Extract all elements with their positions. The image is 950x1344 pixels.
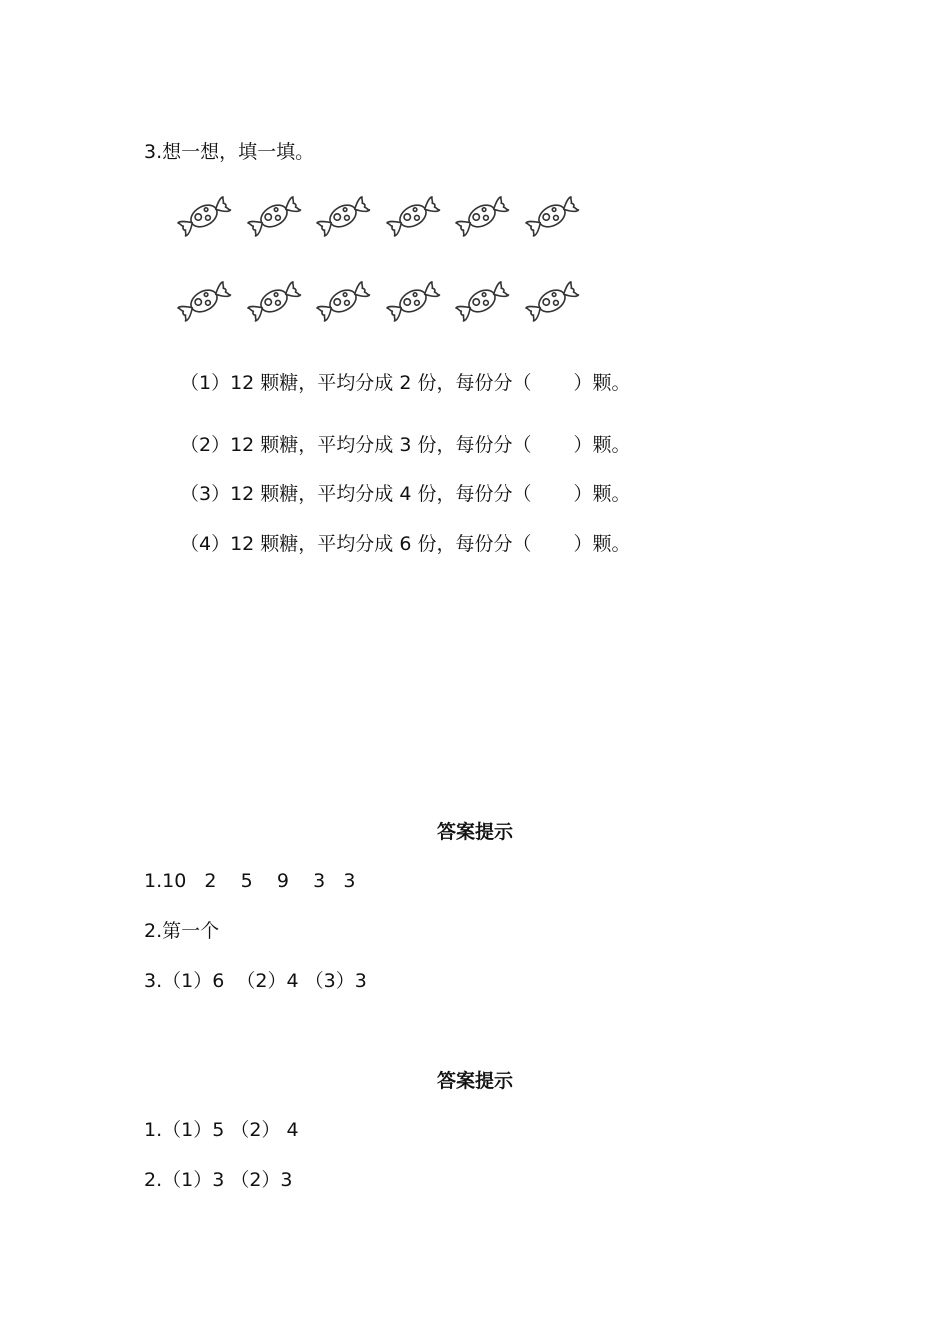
- candy-icon: [246, 192, 302, 240]
- candy-icon: [385, 192, 441, 240]
- answer-line-4: 1.（1）5 （2） 4: [144, 1119, 299, 1141]
- question-title: 3.想一想，填一填。: [144, 141, 315, 163]
- sub-question-4: [180, 531, 631, 557]
- sub-question-1-end: ）颗。: [573, 372, 631, 394]
- sub-question-3-end: ）颗。: [573, 483, 631, 505]
- answer-line-5: 2.（1）3 （2）3: [144, 1169, 293, 1191]
- candy-icon: [315, 277, 371, 325]
- sub-question-2-end: ）颗。: [573, 434, 631, 456]
- answer-line-3: 3.（1）6 （2）4 （3）3: [144, 970, 367, 992]
- answer-heading-1: 答案提示: [436, 821, 513, 843]
- sub-question-3-text: （3）12 颗糖，平均分成 4 份，每份分（: [180, 483, 532, 505]
- answer-line-1: 1.10 2 5 9 3 3: [144, 870, 356, 892]
- sub-question-2: [180, 432, 631, 458]
- sub-question-4-end: ）颗。: [573, 533, 631, 555]
- candy-icon: [246, 277, 302, 325]
- candy-row-1: [176, 192, 596, 240]
- sub-question-3: [180, 481, 631, 507]
- sub-question-1: [180, 370, 631, 396]
- candy-icon: [454, 277, 510, 325]
- answer-heading-2: 答案提示: [436, 1070, 513, 1092]
- answer-line-2: 2.第一个: [144, 920, 220, 942]
- candy-icon: [385, 277, 441, 325]
- sub-question-4-text: （4）12 颗糖，平均分成 6 份，每份分（: [180, 533, 532, 555]
- candy-icon: [315, 192, 371, 240]
- candy-icon: [524, 192, 580, 240]
- candy-icon: [176, 192, 232, 240]
- candy-icon: [454, 192, 510, 240]
- sub-question-1-text: （1）12 颗糖，平均分成 2 份，每份分（: [180, 372, 532, 394]
- candy-icon: [176, 277, 232, 325]
- candy-row-2: [176, 277, 596, 325]
- candy-icon: [524, 277, 580, 325]
- sub-question-2-text: （2）12 颗糖，平均分成 3 份，每份分（: [180, 434, 532, 456]
